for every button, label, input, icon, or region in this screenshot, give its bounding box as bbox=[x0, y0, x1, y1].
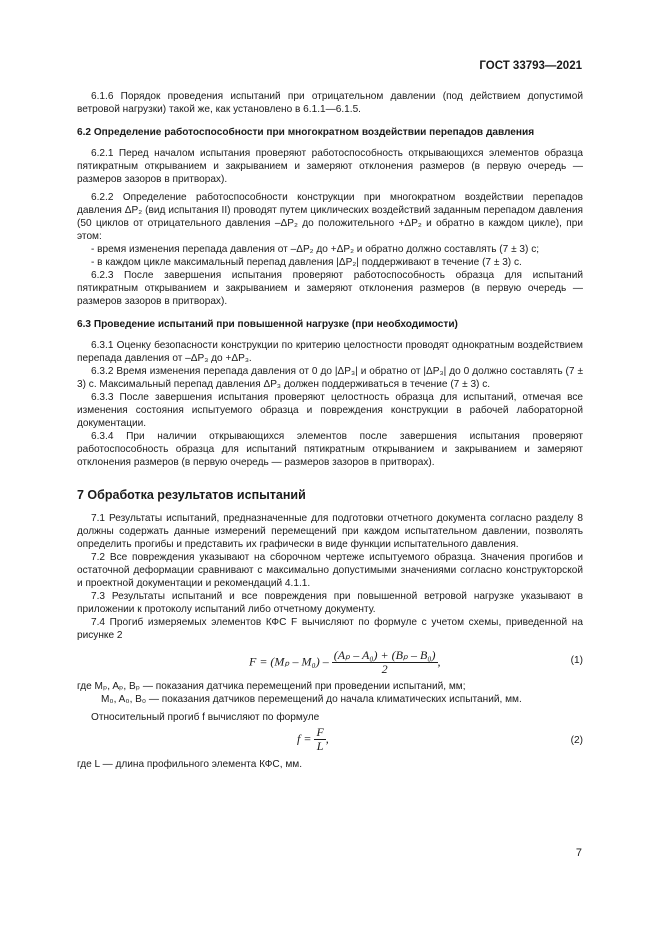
paragraph-6-2-2: 6.2.2 Определение работоспособности конструкции при многократном воздействии перепадов давления ΔP₂ (вид испытания II) проводят путем циклических воздействий заданным перепадом давления (50 циклов от отрицательного давления –ΔP₂ до положительного +ΔP₂ и обратно в каждом цикле), при этом: bbox=[77, 192, 583, 242]
paragraph-7-4: 7.4 Прогиб измеряемых элементов КФС F вычисляют по формуле с учетом схемы, приведенной на рисунке 2 bbox=[77, 617, 583, 641]
formula-1-expression bbox=[249, 649, 441, 676]
paragraph-6-1-6: 6.1.6 Порядок проведения испытаний при отрицательном давлении (под действием допустимой ветровой нагрузки) такой же, как установлено в 6.1.1—6.1.5. bbox=[77, 91, 583, 115]
formula-2-tail: , bbox=[325, 731, 329, 746]
section-heading-6-3: 6.3 Проведение испытаний при повышенной нагрузке (при необходимости) bbox=[77, 319, 458, 330]
list-item: - в каждом цикле максимальный перепад давления |ΔP₂| поддерживают в течение (7 ± 3) с. bbox=[91, 257, 522, 268]
paragraph-6-3-3: 6.3.3 После завершения испытания проверяют целостность образца для испытаний, отмечая все изменения состояния испытуемого образца и повреждения конструкции в рабочей лабораторной документации. bbox=[77, 392, 583, 429]
section-heading-6-2: 6.2 Определение работоспособности при многократном воздействии перепадов давления bbox=[77, 127, 535, 138]
document-body bbox=[77, 90, 583, 771]
relative-deflection-intro: Относительный прогиб f вычисляют по формуле bbox=[91, 712, 320, 723]
formula-1-fraction bbox=[332, 649, 438, 676]
list-item: - время изменения перепада давления от –ΔP₂ до +ΔP₂ и обратно должно составлять (7 ± 3) с; bbox=[91, 244, 540, 255]
formula-1-where-line-1: где Mₚ, Aₚ, Bₚ — показания датчика перемещений при проведении испытаний, мм; bbox=[77, 681, 466, 692]
paragraph-6-3-1: 6.3.1 Оценку безопасности конструкции по критерию целостности проводят однократным воздействием перепада давления от –ΔP₃ до +ΔP₃. bbox=[77, 340, 583, 364]
formula-2 bbox=[77, 726, 583, 756]
paragraph-6-3-4: 6.3.4 При наличии открывающихся элементов после завершения испытания проверяют работоспособность образца для испытаний пятикратным открыванием и закрыванием и замеряют отклонения размеров (в первую очередь — размеров зазоров в притворах). bbox=[77, 431, 583, 468]
standard-header: ГОСТ 33793—2021 bbox=[479, 60, 582, 72]
page-number: 7 bbox=[575, 847, 582, 859]
formula-1-numerator: (Aₚ – A₀) + (Bₚ – B₀) bbox=[333, 648, 436, 662]
formula-2-denominator: L bbox=[316, 739, 324, 753]
paragraph-6-2-3: 6.2.3 После завершения испытания проверяют работоспособность образца для испытаний пятикратным открыванием и закрыванием и замеряют отклонения размеров (в первую очередь — размеров зазоров в притворах). bbox=[77, 270, 583, 307]
formula-1-tail: , bbox=[437, 654, 441, 669]
paragraph-7-2: 7.2 Все повреждения указывают на сборочном чертеже испытуемого образца. Значения прогибов и остаточной деформации сравнивают с максимально допустимыми значениями согласно конструкторской и проектной документации и рекомендаций 4.1.1. bbox=[77, 552, 583, 589]
formula-2-numerator: F bbox=[316, 725, 324, 739]
paragraph-7-1: 7.1 Результаты испытаний, предназначенные для подготовки отчетного документа согласно разделу 8 должны содержать данные измерений перемещений при каждом испытательном давлении, позволять определить прогибы и представить их графически в виде функции испытательного давления. bbox=[77, 513, 583, 550]
formula-2-lhs: f = bbox=[297, 731, 312, 746]
paragraph-7-3: 7.3 Результаты испытаний и все повреждения при повышенной ветровой нагрузке указывают в приложении к протоколу испытаний либо отчетному документу. bbox=[77, 591, 583, 615]
formula-1-where-line-2: M₀, A₀, B₀ — показания датчиков перемещений до начала климатических испытаний, мм. bbox=[101, 694, 522, 705]
paragraph-6-2-1: 6.2.1 Перед началом испытания проверяют работоспособность открывающихся элементов образца пятикратным открыванием и закрыванием и замеряют отклонения размеров (в первую очередь — размеров зазоров в притворах). bbox=[77, 148, 583, 185]
formula-2-where-line: где L — длина профильного элемента КФС, мм. bbox=[77, 759, 303, 770]
formula-1-denominator: 2 bbox=[381, 662, 388, 676]
formula-2-expression bbox=[297, 726, 329, 753]
formula-2-number: (2) bbox=[570, 735, 583, 746]
section-heading-7: 7 Обработка результатов испытаний bbox=[77, 488, 306, 502]
formula-1-number: (1) bbox=[570, 655, 583, 666]
paragraph-6-3-2: 6.3.2 Время изменения перепада давления от 0 до |ΔP₃| и обратно от |ΔP₃| до 0 должно составлять (7 ± 3) с. Максимальный перепад давления ΔP₃ должен поддерживаться в течение (7 ± 3) с. bbox=[77, 366, 583, 390]
formula-2-fraction bbox=[314, 726, 325, 753]
formula-1 bbox=[77, 646, 583, 676]
formula-1-lhs: F = (Mₚ – M₀) – bbox=[249, 654, 329, 669]
